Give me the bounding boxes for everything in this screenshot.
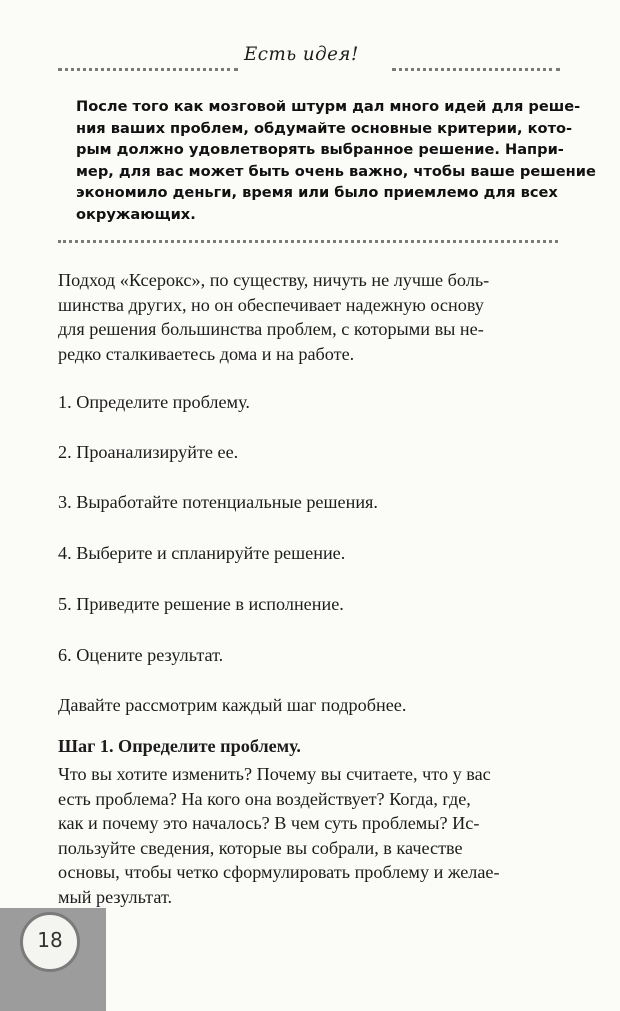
- step1-line: как и почему это началось? В чем суть проблемы? Ис-: [58, 813, 480, 834]
- steps-list-item: 5. Приведите решение в исполнение.: [58, 594, 344, 614]
- intro-line: редко сталкиваетесь дома и на работе.: [58, 343, 355, 364]
- intro-line: для решения большинства проблем, с которыми вы не-: [58, 319, 484, 340]
- step1-line: мый результат.: [58, 886, 173, 907]
- steps-list-item: 4. Выберите и спланируйте решение.: [58, 543, 346, 563]
- steps-list-item: 2. Проанализируйте ее.: [58, 442, 239, 462]
- callout-line: рым должно удовлетворять выбранное решение. Напри-: [76, 141, 564, 158]
- step1-line: Что вы хотите изменить? Почему вы считаете, что у вас: [58, 764, 491, 784]
- steps-list-item: 1. Определите проблему.: [58, 392, 250, 412]
- step1-line: основы, чтобы четко сформулировать проблему и желае-: [58, 862, 500, 883]
- callout-top-rule-left: [58, 68, 238, 71]
- callout-line: окружающих.: [76, 205, 196, 223]
- steps-list-item: 6. Оцените результат.: [58, 645, 224, 665]
- callout-line: После того как мозговой штурм дал много идей для реше-: [76, 98, 581, 115]
- step1-line: есть проблема? На кого она воздействует? Когда, где,: [58, 788, 471, 809]
- callout-line: мер, для вас может быть очень важно, чтобы ваше решение: [76, 162, 596, 180]
- callout-top-rule-right: [392, 68, 560, 71]
- callout-line: ния ваших проблем, обдумайте основные критерии, кото-: [76, 119, 573, 137]
- callout-bottom-rule: [58, 240, 558, 243]
- intro-paragraph: [58, 268, 562, 366]
- page-number: 18: [37, 928, 63, 952]
- callout-line: экономило деньги, время или было приемлемо для всех: [76, 184, 558, 201]
- step1-line: пользуйте сведения, которые вы собрали, в качестве: [58, 837, 463, 858]
- intro-line: шинства других, но он обеспечивает надежную основу: [58, 294, 484, 315]
- callout-text: [76, 96, 596, 225]
- steps-list-item: 3. Выработайте потенциальные решения.: [58, 492, 378, 512]
- transition-sentence: Давайте рассмотрим каждый шаг подробнее.: [58, 695, 407, 715]
- callout-title: Есть идея!: [244, 44, 359, 65]
- intro-line: Подход «Ксерокс», по существу, ничуть не лучше боль-: [58, 270, 490, 290]
- step1-heading: Шаг 1. Определите проблему.: [58, 736, 301, 756]
- step1-paragraph: [58, 762, 562, 910]
